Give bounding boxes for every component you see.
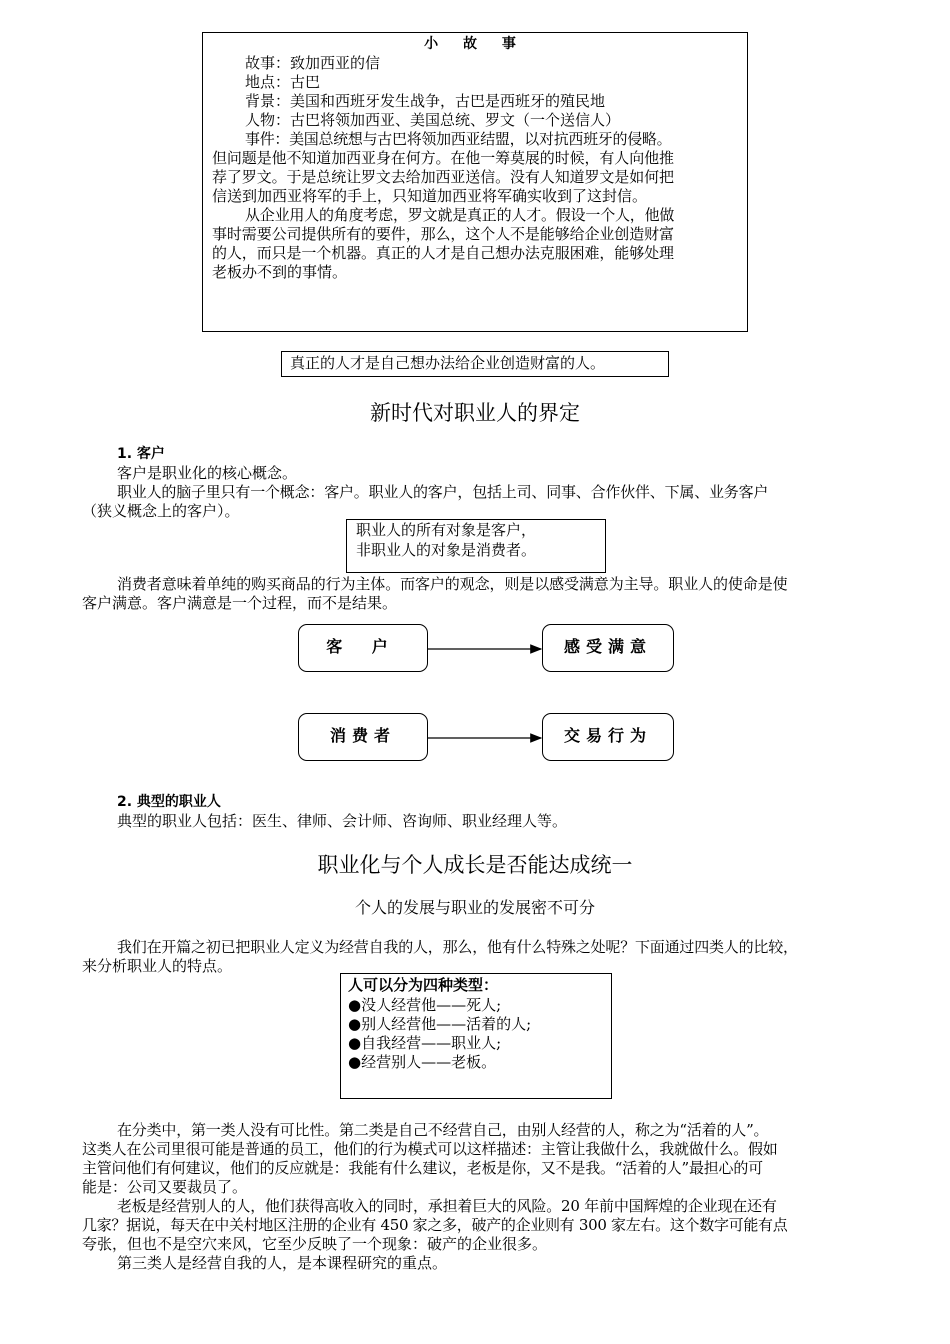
types-item: ●经营别人——老板。 — [348, 1053, 497, 1071]
story-line: 从企业用人的角度考虑，罗文就是真正的人才。假设一个人，他做 — [245, 206, 675, 224]
paragraph: （狭义概念上的客户）。 — [82, 502, 240, 520]
story-line: 荐了罗文。于是总统让罗文去给加西亚送信。没有人知道罗文是如何把 — [212, 168, 674, 186]
story-line: 老板办不到的事情。 — [212, 263, 348, 281]
diagram-box-satisfaction: 感受满意 — [542, 624, 674, 672]
story-line: 地点：古巴 — [245, 73, 321, 91]
story-line: 故事：致加西亚的信 — [245, 54, 381, 72]
paragraph: 职业人的脑子里只有一个概念：客户。职业人的客户，包括上司、同事、合作伙伴、下属、业务客户 — [117, 483, 769, 501]
section-heading: 职业化与个人成长是否能达成统一 — [317, 853, 633, 877]
story-title: 小 故 事 — [424, 36, 526, 52]
section-heading: 新时代对职业人的界定 — [370, 401, 580, 425]
story-line: 背景：美国和西班牙发生战争，古巴是西班牙的殖民地 — [245, 92, 606, 110]
story-line: 事时需要公司提供所有的要件，那么，这个人不是能够给企业创造财富 — [212, 225, 674, 243]
paragraph: 几家？据说，每天在中关村地区注册的企业有 450 家之多，破产的企业则有 300 家左右。这个数字可能有点 — [82, 1216, 788, 1234]
paragraph: 客户是职业化的核心概念。 — [117, 464, 298, 482]
callout-text: 职业人的所有对象是客户， — [356, 521, 537, 539]
paragraph: 来分析职业人的特点。 — [82, 957, 233, 975]
diagram-box-customer: 客 户 — [298, 624, 428, 672]
story-line: 但问题是他不知道加西亚身在何方。在他一筹莫展的时候，有人向他推 — [212, 149, 674, 167]
story-line: 的人，而只是一个机器。真正的人才是自己想办法克服困难，能够处理 — [212, 244, 674, 262]
paragraph: 客户满意。客户满意是一个过程，而不是结果。 — [82, 594, 398, 612]
paragraph: 我们在开篇之初已把职业人定义为经营自我的人，那么，他有什么特殊之处呢？下面通过四类人的比较， — [117, 938, 798, 956]
paragraph: 消费者意味着单纯的购买商品的行为主体。而客户的观念，则是以感受满意为主导。职业人的使命是使 — [117, 575, 788, 593]
types-item: ●自我经营——职业人; — [348, 1034, 502, 1052]
callout-text: 非职业人的对象是消费者。 — [356, 541, 537, 559]
section-subheading: 个人的发展与职业的发展密不可分 — [354, 898, 595, 917]
paragraph: 老板是经营别人的人，他们获得高收入的同时，承担着巨大的风险。20 年前中国辉煌的企业现在还有 — [117, 1197, 777, 1215]
story-line: 人物：古巴将领加西亚、美国总统、罗文（一个送信人） — [245, 111, 621, 129]
paragraph: 主管问他们有何建议，他们的反应就是：我能有什么建议，老板是你，又不是我。“活着的人”最担心的可 — [82, 1159, 763, 1177]
story-line: 信送到加西亚将军的手上，只知道加西亚将军确实收到了这封信。 — [212, 187, 648, 205]
paragraph: 夸张，但也不是空穴来风，它至少反映了一个现象：破产的企业很多。 — [82, 1235, 548, 1253]
paragraph: 能是：公司又要裁员了。 — [82, 1178, 248, 1196]
callout-text: 真正的人才是自己想办法给企业创造财富的人。 — [290, 354, 606, 372]
paragraph: 在分类中，第一类人没有可比性。第二类是自己不经营自己，由别人经营的人，称之为“活着的人”。 — [117, 1121, 769, 1139]
paragraph: 典型的职业人包括：医生、律师、会计师、咨询师、职业经理人等。 — [117, 812, 568, 830]
types-item: ●没人经营他——死人; — [348, 996, 502, 1014]
types-item: ●别人经营他——活着的人; — [348, 1015, 532, 1033]
paragraph: 这类人在公司里很可能是普通的员工，他们的行为模式可以这样描述：主管让我做什么，我就做什么。假如 — [82, 1140, 778, 1158]
subheading: 2. 典型的职业人 — [117, 794, 221, 810]
subheading: 1. 客户 — [117, 446, 165, 462]
types-title: 人可以分为四种类型： — [348, 976, 499, 994]
diagram-box-consumer: 消费者 — [298, 713, 428, 761]
paragraph: 第三类人是经营自我的人，是本课程研究的重点。 — [117, 1254, 448, 1272]
story-line: 事件：美国总统想与古巴将领加西亚结盟，以对抗西班牙的侵略。 — [245, 130, 672, 148]
diagram-box-transaction: 交易行为 — [542, 713, 674, 761]
